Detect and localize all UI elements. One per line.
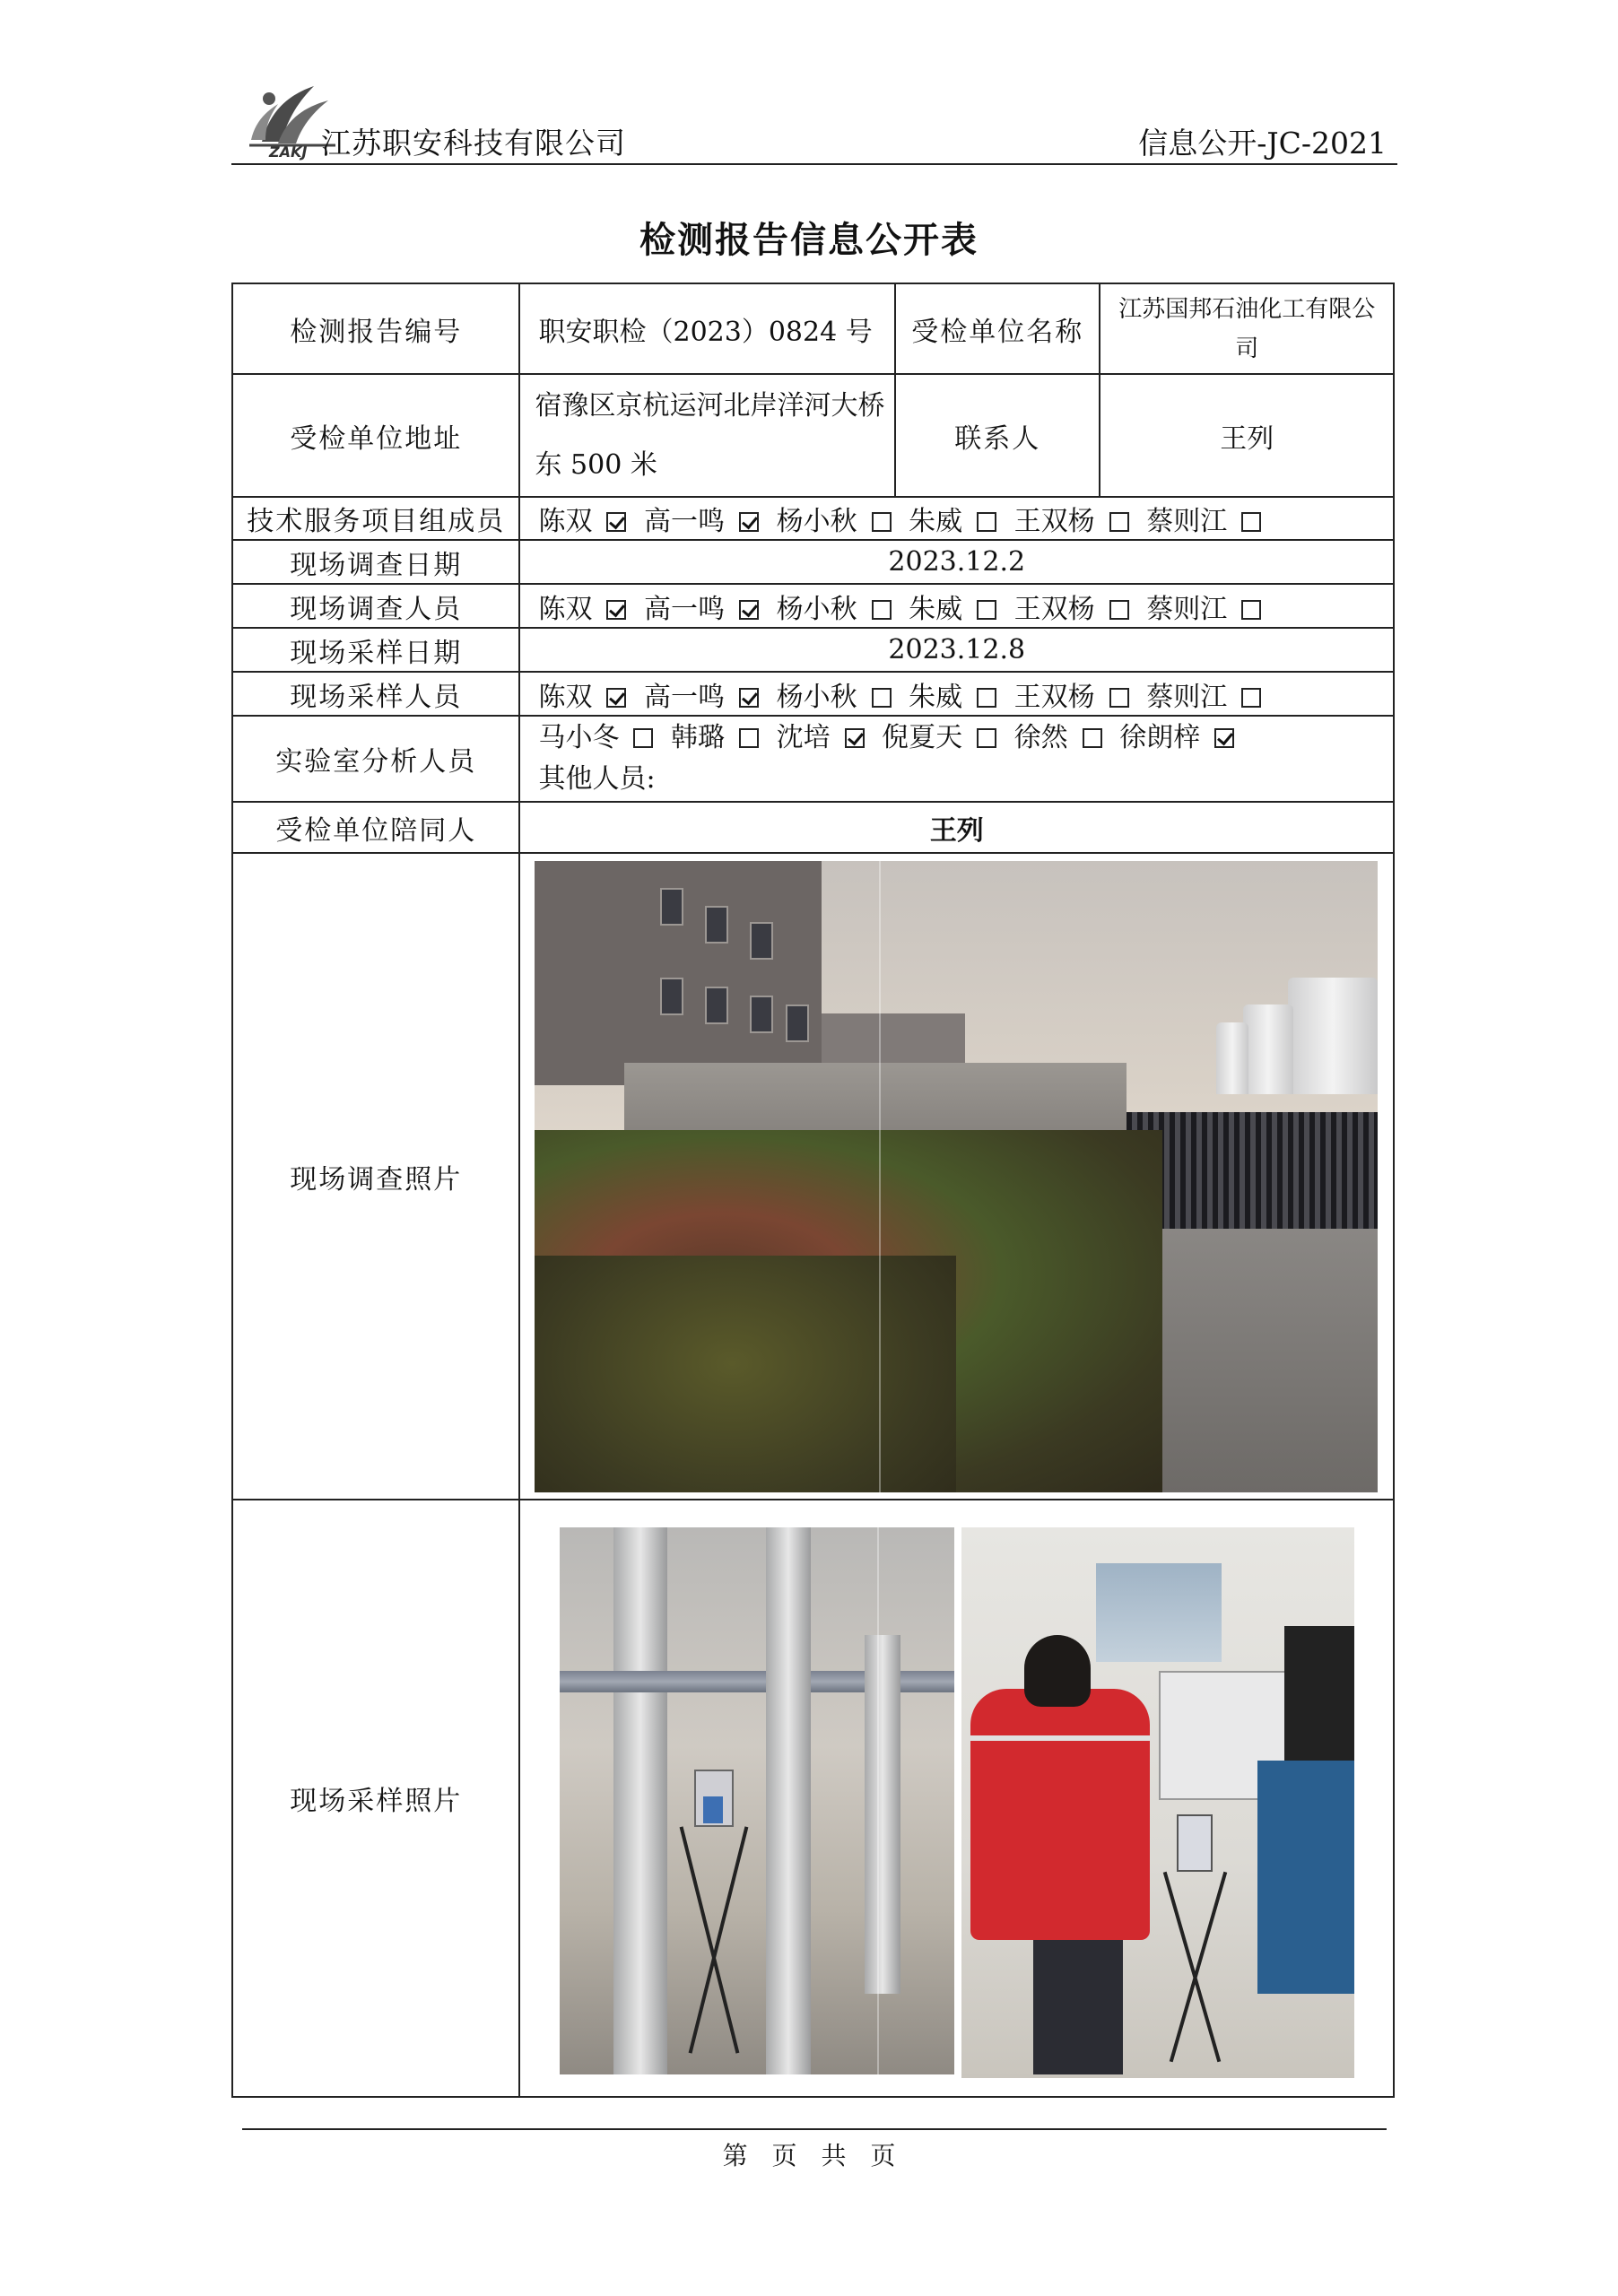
report-no-label: 检测报告编号: [232, 283, 519, 374]
checkbox-icon: [1109, 600, 1129, 620]
page-header: [231, 70, 1397, 169]
checkbox-icon: [1214, 728, 1234, 748]
survey-photo: [535, 861, 1378, 1492]
checkbox-icon: [606, 512, 626, 532]
lab-staff-members: [519, 716, 1394, 802]
member-name: 徐朗梓: [1119, 722, 1201, 753]
lab-staff-label: 实验室分析人员: [232, 716, 519, 802]
sampling-photo-cell: [519, 1500, 1394, 2097]
team-label: 技术服务项目组成员: [232, 497, 519, 540]
unit-name-label: 受检单位名称: [895, 283, 1100, 374]
sampling-date-label: 现场采样日期: [232, 628, 519, 672]
address-value: 宿豫区京杭运河北岸洋河大桥东 500 米: [519, 374, 895, 497]
checkbox-icon: [739, 512, 759, 532]
member-name: 蔡则江: [1146, 681, 1228, 713]
member-name: 陈双: [538, 593, 593, 625]
header-rule: [231, 163, 1397, 165]
member-name: 朱威: [909, 593, 963, 625]
sampling-photo-outdoor: [560, 1527, 954, 2074]
table-row: [232, 628, 1394, 672]
checkbox-icon: [739, 600, 759, 620]
table-row: [232, 802, 1394, 853]
survey-photo-cell: [519, 853, 1394, 1500]
table-row: [232, 853, 1394, 1500]
sampling-photo-indoor: [961, 1527, 1354, 2078]
table-row: [232, 716, 1394, 802]
member-name: 马小冬: [538, 722, 620, 753]
member-name: 蔡则江: [1146, 506, 1228, 537]
checkbox-icon: [977, 512, 996, 532]
member-name: 王双杨: [1013, 506, 1095, 537]
other-staff-label: 其他人员:: [538, 763, 656, 795]
escort-value: 王列: [519, 802, 1394, 853]
table-row: [232, 283, 1394, 374]
survey-date-value: 2023.12.2: [519, 540, 1394, 584]
escort-label: 受检单位陪同人: [232, 802, 519, 853]
member-name: 高一鸣: [644, 593, 726, 625]
member-name: 倪夏天: [882, 722, 963, 753]
member-name: 杨小秋: [776, 506, 857, 537]
table-row: [232, 374, 1394, 497]
company-name: 江苏职安科技有限公司: [321, 126, 626, 161]
checkbox-icon: [739, 688, 759, 708]
member-name: 徐然: [1013, 722, 1068, 753]
table-row: [232, 497, 1394, 540]
team-members: [519, 497, 1394, 540]
checkbox-icon: [872, 512, 892, 532]
member-name: 陈双: [538, 681, 593, 713]
checkbox-icon: [872, 600, 892, 620]
checkbox-icon: [606, 600, 626, 620]
table-row: [232, 672, 1394, 716]
sampling-staff-label: 现场采样人员: [232, 672, 519, 716]
report-info-table: [231, 283, 1395, 2098]
checkbox-icon: [977, 688, 996, 708]
contact-value: 王列: [1100, 374, 1394, 497]
checkbox-icon: [872, 688, 892, 708]
survey-staff-members: [519, 584, 1394, 628]
member-name: 韩璐: [671, 722, 726, 753]
member-name: 王双杨: [1013, 681, 1095, 713]
unit-name-value: 江苏国邦石油化工有限公司: [1100, 283, 1394, 374]
member-name: 蔡则江: [1146, 593, 1228, 625]
checkbox-icon: [633, 728, 653, 748]
page-number: 第 页 共 页: [722, 2141, 896, 2170]
sampling-date-value: 2023.12.8: [519, 628, 1394, 672]
sampling-staff-members: [519, 672, 1394, 716]
checkbox-icon: [1109, 512, 1129, 532]
address-label: 受检单位地址: [232, 374, 519, 497]
footer-rule: [242, 2128, 1387, 2130]
checkbox-icon: [1109, 688, 1129, 708]
member-name: 王双杨: [1013, 593, 1095, 625]
table-row: [232, 584, 1394, 628]
member-name: 杨小秋: [776, 593, 857, 625]
member-name: 沈培: [776, 722, 831, 753]
checkbox-icon: [977, 728, 996, 748]
logo-text: ZAKJ: [269, 144, 308, 161]
survey-staff-label: 现场调查人员: [232, 584, 519, 628]
report-no-value: 职安职检（2023）0824 号: [519, 283, 895, 374]
survey-date-label: 现场调查日期: [232, 540, 519, 584]
checkbox-icon: [1241, 512, 1261, 532]
contact-label: 联系人: [895, 374, 1100, 497]
table-row: [232, 540, 1394, 584]
checkbox-icon: [977, 600, 996, 620]
checkbox-icon: [1083, 728, 1102, 748]
table-row: [232, 1500, 1394, 2097]
checkbox-icon: [606, 688, 626, 708]
page-title: 检测报告信息公开表: [639, 220, 979, 261]
checkbox-icon: [1241, 688, 1261, 708]
member-name: 高一鸣: [644, 681, 726, 713]
checkbox-icon: [739, 728, 759, 748]
member-name: 朱威: [909, 506, 963, 537]
checkbox-icon: [1241, 600, 1261, 620]
sampling-photo-label: 现场采样照片: [232, 1500, 519, 2097]
member-name: 陈双: [538, 506, 593, 537]
document-code: 信息公开-JC-2021: [1138, 126, 1387, 161]
member-name: 高一鸣: [644, 506, 726, 537]
checkbox-icon: [845, 728, 865, 748]
member-name: 杨小秋: [776, 681, 857, 713]
survey-photo-label: 现场调查照片: [232, 853, 519, 1500]
member-name: 朱威: [909, 681, 963, 713]
